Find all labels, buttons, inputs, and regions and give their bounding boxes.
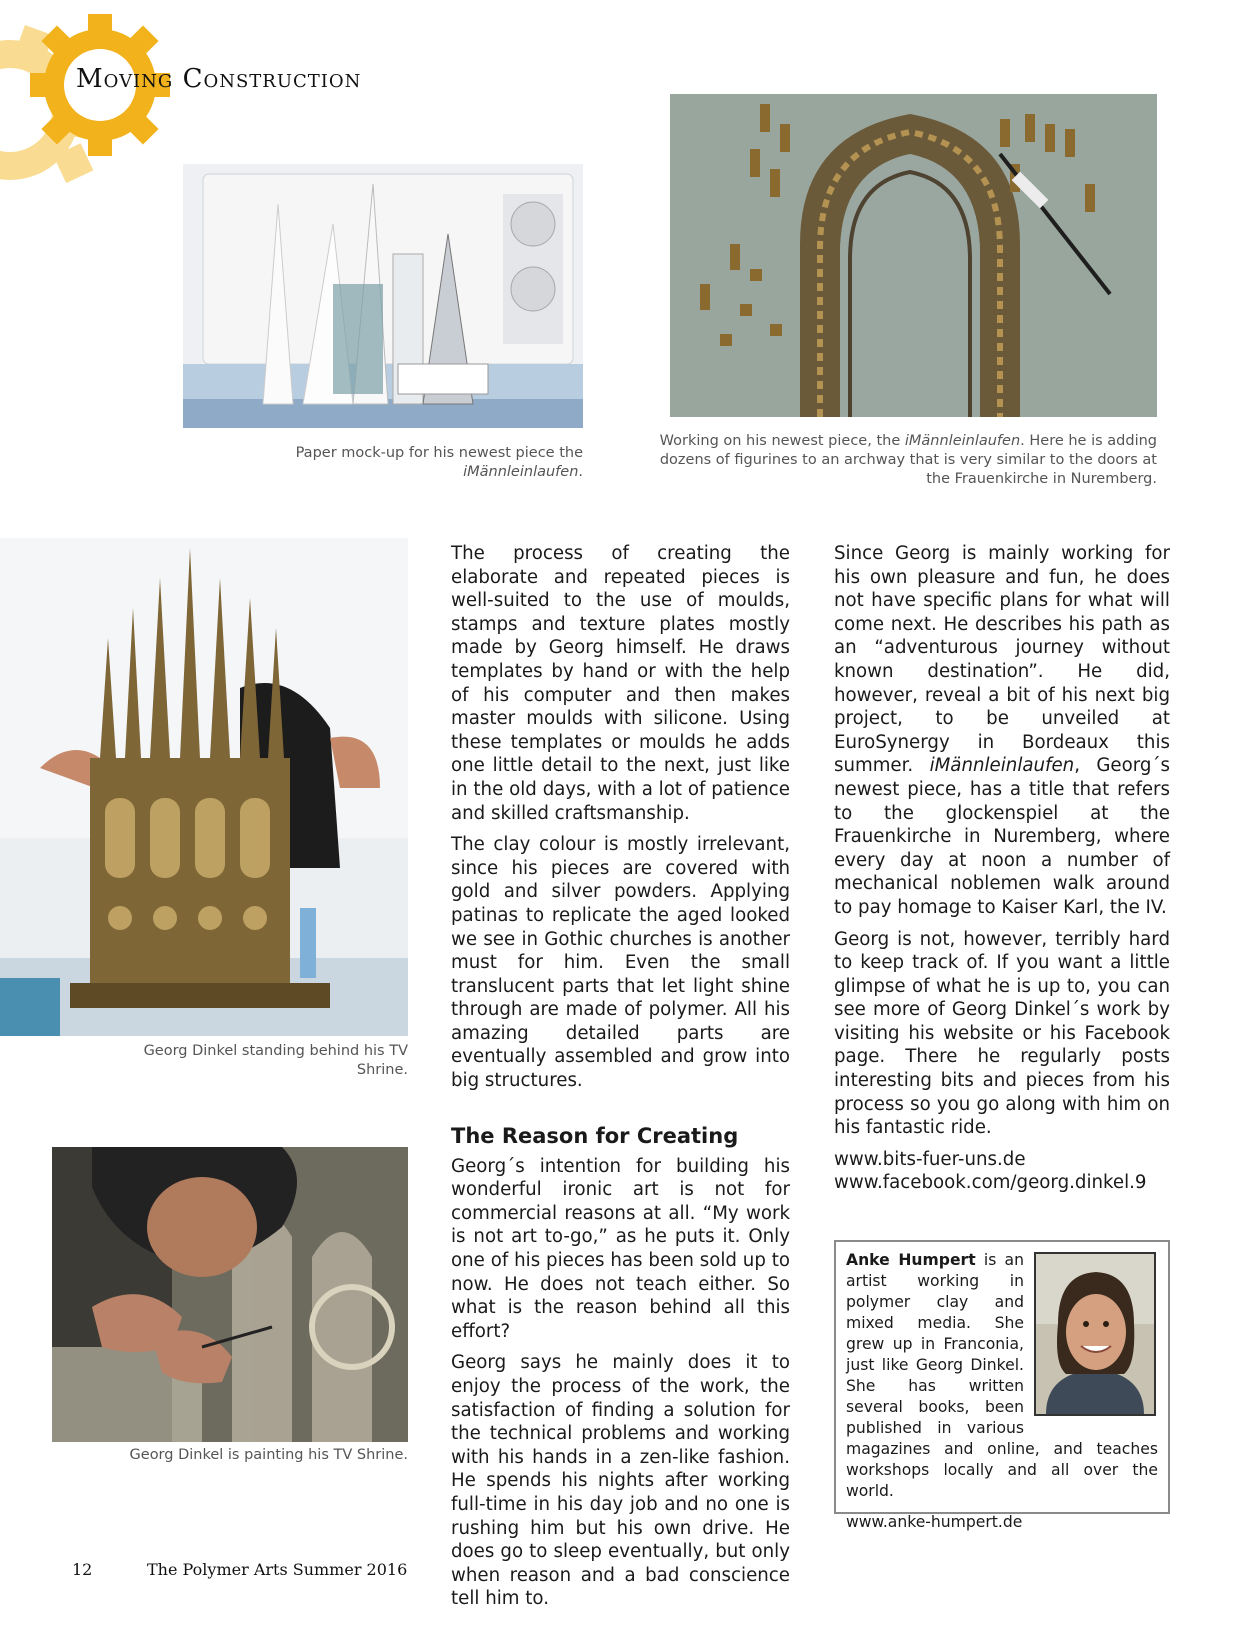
caption-archway	[640, 432, 1157, 489]
caption-paper-mockup-suffix: .	[578, 464, 583, 480]
article-column-2	[834, 542, 1170, 1195]
piece-title: iMännleinlaufen	[929, 755, 1075, 777]
gear-decoration-icon	[0, 0, 200, 240]
section-heading: The Reason for Creating	[451, 1123, 739, 1148]
caption-archway-title: iMännleinlaufen	[904, 433, 1021, 449]
author-bio-box	[834, 1240, 1170, 1531]
caption-tv-shrine-line2: Shrine.	[356, 1062, 408, 1078]
article-paragraph: The process of creating the elaborate and repeated pieces is well-suited to the use of moulds, stamps and texture plates mostly made by Georg himself. He draws templates by hand or with the help of his computer and then makes master moulds with silicone. Using these templates or moulds he adds one little detail to the next, just like in the old days, with a lot of patience and skilled craftsmanship.	[451, 543, 790, 824]
painting-shrine-photo	[52, 1147, 408, 1442]
facebook-link[interactable]: www.facebook.com/georg.dinkel.9	[834, 1172, 1147, 1194]
article-paragraph	[834, 542, 1170, 920]
article-text: , Georg´s newest piece, has a title that refers to the glockenspiel at the Frauenkirche in Nuremberg, where every day at noon a number of mechanical noblemen walk around to pay homage to Kaiser Karl, the IV.	[834, 755, 1170, 918]
caption-paper-mockup	[280, 444, 583, 482]
article-paragraph: Georg´s intention for building his wonderful ironic art is not for commercial reasons at all. “My work is not art to-go,” as he puts it. Only one of his pieces has been sold up to now. He does not teach either. So what is the reason behind all this effort?	[451, 1155, 790, 1342]
article-paragraph: Georg is not, however, terribly hard to keep track of. If you want a little glimpse of what he is up to, you can see more of Georg Dinkel´s work by visiting his website or his Facebook page. There he regularly posts interesting bits and pieces from his process so you go along with him on his fantastic ride.	[834, 928, 1170, 1139]
section-title: Moving Construction	[76, 64, 362, 94]
caption-tv-shrine	[120, 1042, 408, 1080]
caption-archway-rest: . Here he is adding	[1020, 433, 1157, 449]
magazine-issue: The Polymer Arts Summer 2016	[147, 1560, 408, 1579]
caption-paper-mockup-line1: Paper mock-up for his newest piece the	[295, 445, 583, 461]
archway-figurines-photo	[670, 94, 1157, 417]
paper-mockup-photo	[183, 164, 583, 428]
article-text: Since Georg is mainly working for his own pleasure and fun, he does not have specific plans for what will come next. He describes his path as an “adventurous journey without known destination”. He did, however, reveal a bit of his next big project, to be unveiled at EuroSynergy in Bordeaux this summer.	[834, 543, 1170, 777]
page-number: 12	[72, 1560, 93, 1579]
caption-archway-line3: the Frauenkirche in Nuremberg.	[926, 471, 1157, 487]
caption-archway-line2: dozens of figurines to an archway that is very similar to the doors at	[659, 452, 1157, 468]
author-bio-body: is an artist working in polymer clay and mixed media. She grew up in Franconia, just like Georg Dinkel. She has written several books, been published in various magazines and online, and teaches workshops locally and all over the world.	[846, 1251, 1158, 1500]
tv-shrine-photo	[0, 538, 408, 1036]
caption-archway-prefix: Working on his newest piece, the	[659, 433, 905, 449]
caption-painting: Georg Dinkel is painting his TV Shrine.	[129, 1447, 408, 1463]
website-link[interactable]: www.bits-fuer-uns.de	[834, 1148, 1026, 1170]
author-portrait-photo	[1034, 1252, 1156, 1416]
article-paragraph: Georg says he mainly does it to enjoy the process of the work, the satisfaction of finding a solution for the technical problems and working with his hands in a zen-like fashion. He spends his nights after working full-time in his day job and no one is rushing him but his own drive. He does go to sleep eventually, but only when reason and a bad conscience tell him to.	[451, 1352, 790, 1610]
article-paragraph: The clay colour is mostly irrelevant, since his pieces are covered with gold and silver powders. Applying patinas to replicate the aged looked we see in Gothic churches is another must for him. Even the small translucent parts that let light shine through are made of polymer. All his amazing detailed parts are eventually assembled and grow into big structures.	[451, 834, 790, 1092]
caption-paper-mockup-title: iMännleinlaufen	[463, 464, 579, 480]
author-website-link[interactable]: www.anke-humpert.de	[846, 1513, 1023, 1531]
links-list	[834, 1148, 1170, 1195]
author-name: Anke Humpert	[846, 1251, 976, 1269]
caption-tv-shrine-line1: Georg Dinkel standing behind his TV	[143, 1043, 408, 1059]
article-column-1	[451, 542, 790, 1619]
